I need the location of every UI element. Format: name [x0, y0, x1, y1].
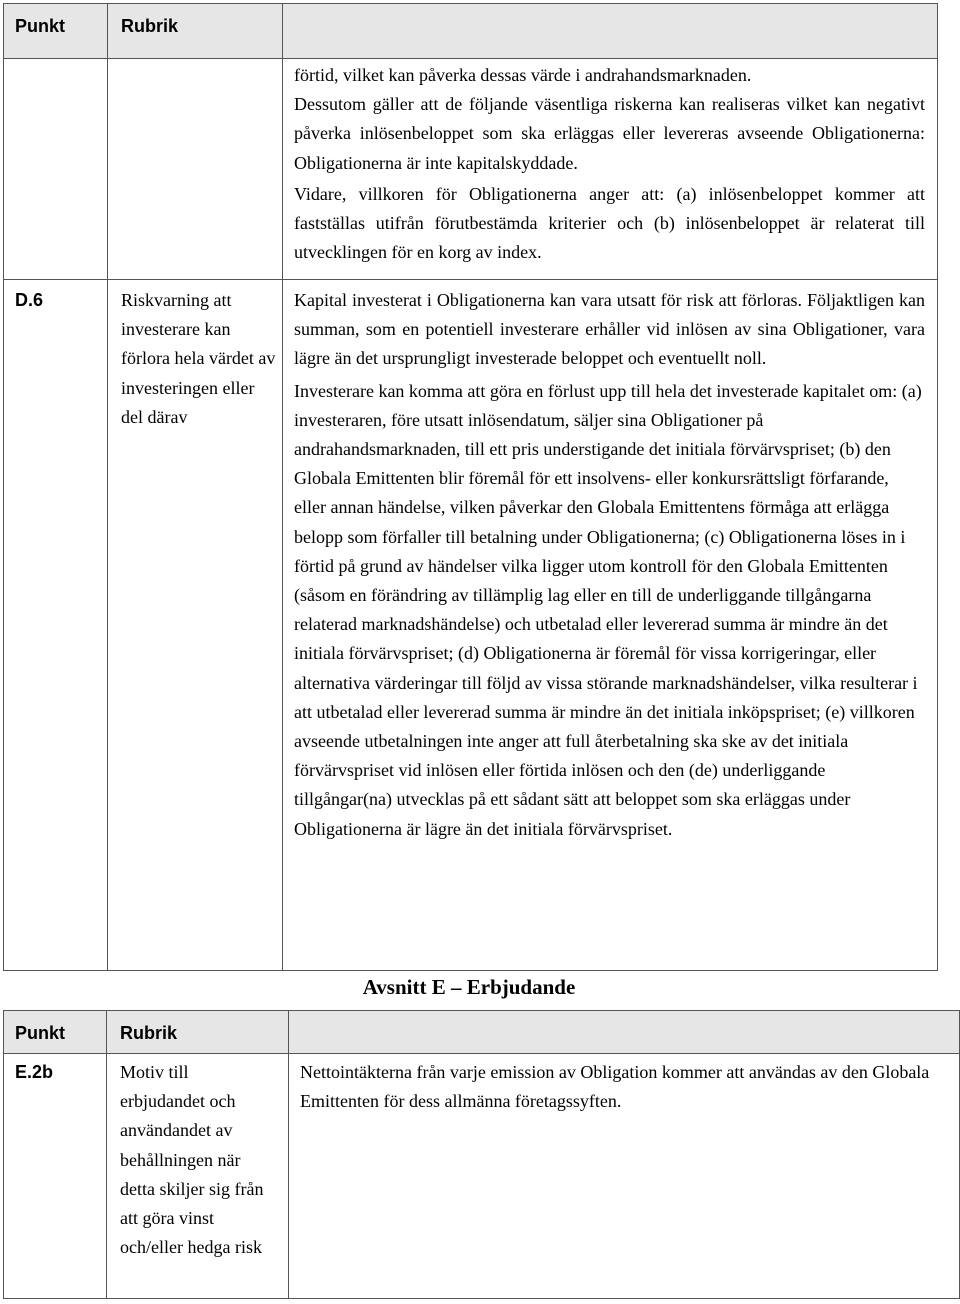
header-punkt: Punkt [4, 4, 108, 59]
rubrik-cell-empty [108, 59, 283, 280]
table-row-e2b [4, 1054, 960, 1299]
continuation-paragraph-2: Dessutom gäller att de följande väsentliga riskerna kan realiseras vilket kan negativt påverka inlösenbeloppet som ska erläggas eller levereras avseende Obligationerna: Obligationerna är inte kapitalskyddade. [294, 94, 925, 173]
table-row-continuation [4, 59, 938, 280]
continuation-text-cell [283, 59, 938, 280]
summary-table-d [3, 3, 938, 971]
d6-text-cell [283, 280, 938, 971]
header-rubrik: Rubrik [108, 4, 283, 59]
table-header-row [4, 4, 938, 59]
header-rubrik: Rubrik [107, 1011, 289, 1054]
continuation-paragraph-3: Vidare, villkoren för Obligationerna anger att: (a) inlösenbeloppet kommer att fastställas utifrån förutbestämda kriterier och (b) inlösenbeloppet är relaterat till utvecklingen för en korg av index. [294, 183, 925, 263]
table-header-row [4, 1011, 960, 1054]
d6-rubrik: Riskvarning att investerare kan förlora hela värdet av investeringen eller del därav [108, 280, 283, 971]
e2b-rubrik: Motiv till erbjudandet och användandet av behållningen när detta skiljer sig från att göra vinst och/eller hedga risk [107, 1054, 289, 1299]
d6-paragraph-2: Investerare kan komma att göra en förlust upp till hela det investerade kapitalet om: (a) investeraren, före utsatt inlösendatum, säljer sina Obligationer på andrahandsmarknaden, till ett pris understigande det initiala förvärvspriset; (b) den Globala Emittenten blir föremål för ett insolvens- eller konkursrättsligt förfarande, eller annan händelse, vilken påverkar den Globala Emittentens förmåga att erlägga belopp som förfaller till betalning under Obligationerna; (c) Obligationerna löses in i förtid på grund av händelser vilka ligger utom kontroll för den Globala Emittenten (såsom en förändring av tillämplig lag eller en till de underliggande tillgångarna relaterad marknadshändelse) och utbetalad eller levererad summa är mindre än det initiala förvärvspriset; (d) Obligationerna är föremål för vissa korrigeringar, eller alternativa värderingar till följd av vissa störande marknadshändelser, vilka resulterar i att utbetalad eller levererad summa är mindre än det initiala inköpspriset; (e) villkoren avseende utbetalningen inte anger att full återbetalning ska ske av det initiala förvärvspriset vid inlösen eller förtida inlösen och den (de) underliggande tillgångar(na) utvecklas på ett sådant sätt att beloppet som ska erläggas under Obligationerna är lägre än det initiala förvärvspriset. [294, 380, 922, 839]
d6-paragraph-1: Kapital investerat i Obligationerna kan vara utsatt för risk att förloras. Följaktligen kan summan, som en potentiell investerare erhåller vid inlösen av sina Obligationer, vara lägre än det ursprungligt investerade beloppet och eventuellt noll. [294, 290, 925, 369]
punkt-cell-empty [4, 59, 108, 280]
e2b-text [289, 1054, 960, 1299]
header-punkt: Punkt [4, 1011, 107, 1054]
header-text [283, 4, 938, 59]
section-title: Avsnitt E – Erbjudande [362, 975, 576, 999]
e2b-punkt: E.2b [4, 1054, 107, 1299]
header-text [289, 1011, 960, 1054]
continuation-paragraph-1: förtid, vilket kan påverka dessas värde i andrahandsmarknaden. [294, 65, 752, 85]
d6-punkt: D.6 [4, 280, 108, 971]
e2b-paragraph: Nettointäkterna från varje emission av Obligation kommer att användas av den Globala Emittenten för dess allmänna företagssyften. [300, 1062, 930, 1112]
table-row-d6 [4, 280, 938, 971]
summary-table-e [3, 1010, 960, 1299]
